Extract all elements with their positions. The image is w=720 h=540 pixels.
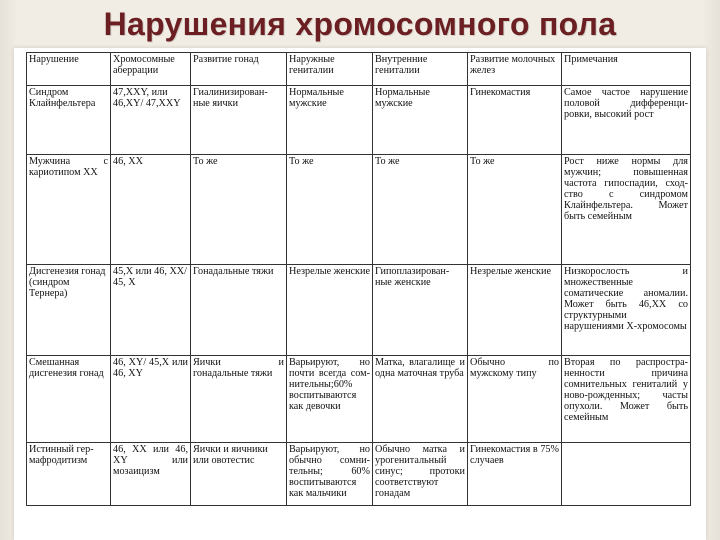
table-row [27,86,691,155]
table-cell: Варьируют, но почти всегда сом-нительны;60% воспитываются как девочки [287,356,373,443]
table-cell: Дисгенезия гонад (синдром Тернера) [27,265,111,356]
header-cell: Примечания [562,53,691,86]
table-cell: Низкорослость и множественные соматические аномалии. Может быть 46,XX со структурными нарушениями X-хромосомы [562,265,691,356]
header-cell: Развитие молочных желез [468,53,562,86]
header-cell: Внутренние гениталии [373,53,468,86]
table-cell: 47,XXY, или 46,XY/ 47,XXY [111,86,191,155]
slide-title: Нарушения хромосомного пола [103,6,617,42]
table-cell: 45,X или 46, XX/ 45, X [111,265,191,356]
table-cell: Смешанная дисгенезия гонад [27,356,111,443]
document-sheet [14,48,706,540]
header-cell: Развитие гонад [191,53,287,86]
table-row [27,155,691,265]
table-cell: Незрелые женские [287,265,373,356]
table-cell: Вторая по распростра-ненности причина сомнительных гениталий у ново-рожденных; часты опухоли. Может быть семейным [562,356,691,443]
table-row [27,443,691,506]
table-cell: Гонадальные тяжи [191,265,287,356]
table-cell: То же [191,155,287,265]
table-cell: Обычно по мужскому типу [468,356,562,443]
table-cell: То же [373,155,468,265]
table-cell: Яички и гонадальные тяжи [191,356,287,443]
table-cell: Незрелые женские [468,265,562,356]
table-cell [562,443,691,506]
header-cell: Наружные гениталии [287,53,373,86]
table-cell: Гинекомастия [468,86,562,155]
table-cell: Гинекомастия в 75% случаев [468,443,562,506]
table-cell: 46, XY/ 45,X или 46, XY [111,356,191,443]
table-cell: То же [468,155,562,265]
table-cell: 46, XX или 46, XY или мозаицизм [111,443,191,506]
table-row [27,356,691,443]
table-row [27,265,691,356]
table-cell: Мужчина с кариотипом XX [27,155,111,265]
header-cell: Нарушение [27,53,111,86]
table-cell: Нормальные мужские [287,86,373,155]
table-cell: То же [287,155,373,265]
table-cell: Матка, влагалище и одна маточная труба [373,356,468,443]
table-cell: Самое частое нарушение половой дифференци-ровки, высокий рост [562,86,691,155]
table-cell: Обычно матка и урогенитальный синус; протоки соответствуют гонадам [373,443,468,506]
table-cell: Гипоплазирован-ные женские [373,265,468,356]
chromosomal-disorders-table [26,52,691,506]
table-cell: Синдром Клайнфельтера [27,86,111,155]
table-cell: Варьируют, но обычно сомни-тельны; 60% воспитываются как мальчики [287,443,373,506]
table-cell: Рост ниже нормы для мужчин; повышенная частота гипоспадии, сход-ство с синдромом Клайнфельтера. Может быть семейным [562,155,691,265]
header-cell: Хромосомные аберрации [111,53,191,86]
table-cell: 46, XX [111,155,191,265]
table-cell: Нормальные мужские [373,86,468,155]
table-cell: Яички и яичники или овотестис [191,443,287,506]
table-cell: Гиалинизирован-ные яички [191,86,287,155]
table-header-row [27,53,691,86]
table-cell: Истинный гер-мафродитизм [27,443,111,506]
